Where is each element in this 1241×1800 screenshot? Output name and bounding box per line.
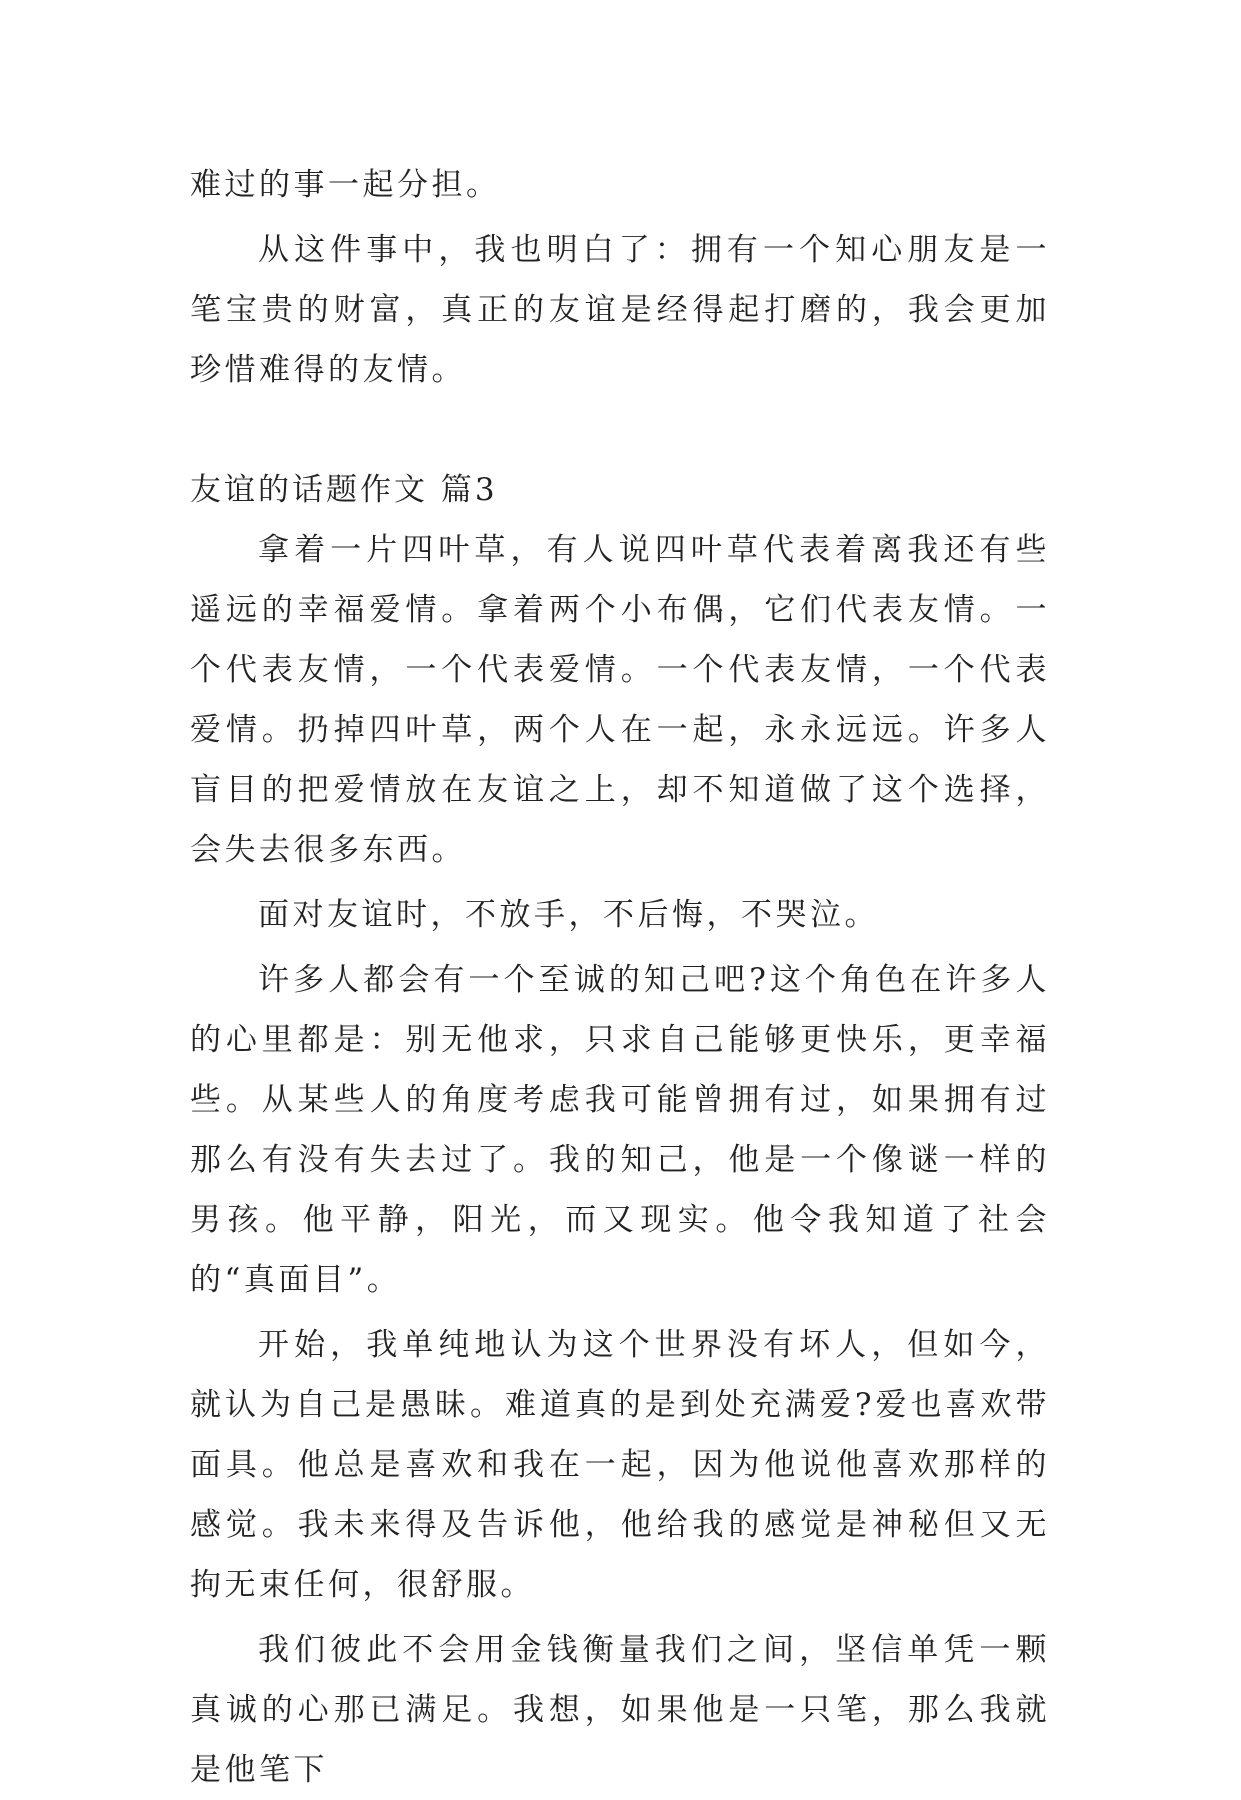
paragraph-continuation: 难过的事一起分担。: [190, 167, 501, 203]
paragraph-conclusion: 从这件事中，我也明白了：拥有一个知心朋友是一笔宝贵的财富，真正的友谊是经得起打磨的，我会更加珍惜难得的友情。: [190, 232, 1050, 388]
section-heading: 友谊的话题作文 篇3: [190, 472, 498, 508]
paragraph-beginning: 开始，我单纯地认为这个世界没有坏人，但如今，就认为自己是愚昧。难道真的是到处充满爱?爱也喜欢带面具。他总是喜欢和我在一起，因为他说他喜欢那样的感觉。我未来得及告诉他，他给我的感觉是神秘但又无拘无束任何，很舒服。: [190, 1327, 1050, 1603]
paragraph-four-leaf-clover: 拿着一片四叶草，有人说四叶草代表着离我还有些遥远的幸福爱情。拿着两个小布偶，它们代表友情。一个代表友情，一个代表爱情。一个代表友情，一个代表爱情。扔掉四叶草，两个人在一起，永永远远。许多人盲目的把爱情放在友谊之上，却不知道做了这个选择，会失去很多东西。: [190, 532, 1050, 868]
paragraph-sincere-heart: 我们彼此不会用金钱衡量我们之间，坚信单凭一颗真诚的心那已满足。我想，如果他是一只笔，那么我就是他笔下: [190, 1632, 1050, 1788]
document-body: [190, 155, 1050, 1800]
paragraph-facing-friendship: 面对友谊时，不放手，不后悔，不哭泣。: [258, 897, 879, 933]
paragraph-confidant: 许多人都会有一个至诚的知己吧?这个角色在许多人的心里都是：别无他求，只求自己能够更快乐，更幸福些。从某些人的角度考虑我可能曾拥有过，如果拥有过那么有没有失去过了。我的知己，他是一个像谜一样的男孩。他平静，阳光，而又现实。他令我知道了社会的“真面目”。: [190, 962, 1050, 1298]
